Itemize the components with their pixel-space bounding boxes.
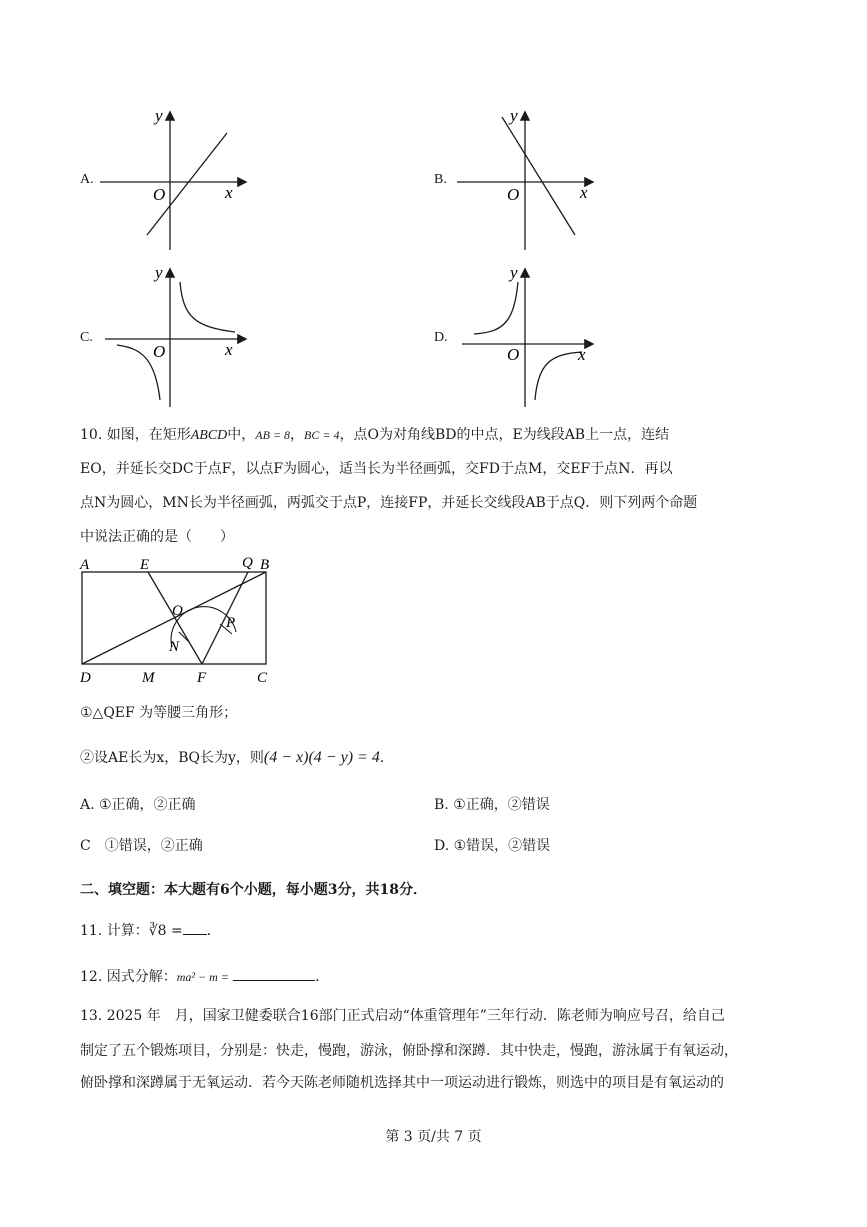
x-label: x (578, 345, 586, 364)
q13-line-1: 13. 2025 年 月，国家卫健委联合16部门正式启动“体重管理年”三年行动．陈老师为响应号召，给自己 (80, 1008, 725, 1024)
segment-fq (202, 572, 248, 664)
label-c: C (257, 670, 268, 686)
origin-label: O (153, 185, 166, 204)
q13-line-2: 制定了五个锻炼项目，分别是：快走，慢跑，游泳，俯卧撑和深蹲．其中快走，慢跑，游泳属于有氧运动， (80, 1043, 738, 1059)
section-2-points-each: 3 (327, 882, 338, 898)
q10-mid: 中， (227, 427, 256, 443)
rectangle-figure (76, 552, 276, 687)
option-a[interactable]: A. ①正确，②正确 (80, 797, 196, 813)
statement-2-pre: ②设AE长为x，BQ长为y，则 (80, 750, 264, 766)
rect-name: ABCD (190, 428, 228, 443)
q12-pre: 12. 因式分解： (80, 969, 177, 985)
section-2-question-count: 6 (220, 882, 230, 898)
statement-2-end: ． (379, 750, 394, 766)
label-e: E (140, 557, 150, 573)
graph-d (452, 262, 612, 412)
x-label: x (225, 340, 233, 359)
q13-line-3: 俯卧撑和深蹲属于无氧运动．若今天陈老师随机选择其中一项运动进行锻炼，则选中的项目是有氧运动的 (80, 1075, 724, 1091)
hyperbola-branch-1 (474, 282, 518, 334)
hyperbola-branch-2 (535, 352, 582, 400)
q11 (80, 920, 792, 941)
label-b: B (260, 557, 270, 573)
q11-expr: ∛8 = (148, 923, 183, 939)
origin-label: O (507, 345, 520, 364)
graph-c (95, 262, 255, 412)
label-o: O (172, 603, 183, 619)
q10-number: 10. 如图，在矩形 (80, 427, 191, 443)
section-2-title (80, 880, 792, 900)
x-label: x (225, 183, 233, 202)
section-2-title-end: 分． (398, 882, 427, 898)
line-graph (147, 133, 227, 235)
graph-b (452, 105, 612, 255)
y-label: y (510, 263, 518, 282)
section-2-title-pre: 二、填空题：本大题有 (80, 882, 220, 898)
bc-equation: BC = 4 (304, 428, 340, 442)
graph-a (95, 105, 255, 255)
origin-label: O (153, 342, 166, 361)
q10-line-1: 10. 如图，在矩形ABCD中，AB = 8，BC = 4，点O为对角线BD的中点，E为线段AB上一点，连结 (80, 427, 670, 443)
option-c[interactable]: C ①错误，②正确 (80, 838, 203, 854)
label-q: Q (242, 555, 253, 571)
y-label: y (155, 263, 163, 282)
label-d: D (80, 670, 91, 686)
statement-2-equation: (4 − x)(4 − y) = 4 (263, 749, 380, 766)
option-c-label: C. (80, 330, 93, 345)
label-n: N (169, 639, 180, 655)
label-p: P (226, 615, 236, 631)
option-d-label: D. (434, 330, 448, 345)
section-2-title-mid: 个小题，每小题 (229, 882, 328, 898)
q12 (80, 966, 792, 987)
section-2-points-total: 18 (379, 882, 399, 898)
line-graph (502, 117, 575, 235)
y-label: y (155, 106, 163, 125)
q10-line-3: 点N为圆心，MN长为半径画弧，两弧交于点P，连接FP，并延长交线段AB于点Q．则下列两个命题 (80, 495, 698, 511)
x-label: x (580, 183, 588, 202)
q12-answer-blank[interactable] (233, 966, 315, 981)
q11-end: ． (206, 923, 221, 939)
page-footer: 第 3 页/共 7 页 (385, 1129, 482, 1145)
q11-pre: 11. 计算： (80, 923, 149, 939)
q12-expr: ma² − m = (176, 970, 229, 984)
q10-line-4: 中说法正确的是（ ） (80, 529, 234, 545)
option-d[interactable]: D. ①错误，②错误 (434, 838, 551, 854)
option-a-label: A. (80, 172, 94, 187)
option-b[interactable]: B. ①正确，②错误 (434, 797, 550, 813)
origin-label: O (507, 185, 520, 204)
label-f: F (197, 670, 207, 686)
statement-1: ①△QEF 为等腰三角形； (80, 705, 238, 721)
q10-line-2: EO，并延长交DC于点F，以点F为圆心，适当长为半径画弧，交FD于点M，交EF于点N．再以 (80, 461, 673, 477)
ab-equation: AB = 8 (255, 428, 291, 442)
option-b-label: B. (434, 172, 447, 187)
section-2-title-mid2: 分，共 (337, 882, 380, 898)
q11-answer-blank[interactable] (183, 920, 207, 935)
q10-line1-tail: ，点O为对角线BD的中点，E为线段AB上一点，连结 (339, 427, 670, 443)
label-m: M (142, 670, 155, 686)
q12-end: ． (315, 969, 330, 985)
hyperbola-branch-1 (180, 282, 235, 332)
label-a: A (80, 557, 90, 573)
statement-2 (80, 748, 792, 768)
y-label: y (510, 106, 518, 125)
